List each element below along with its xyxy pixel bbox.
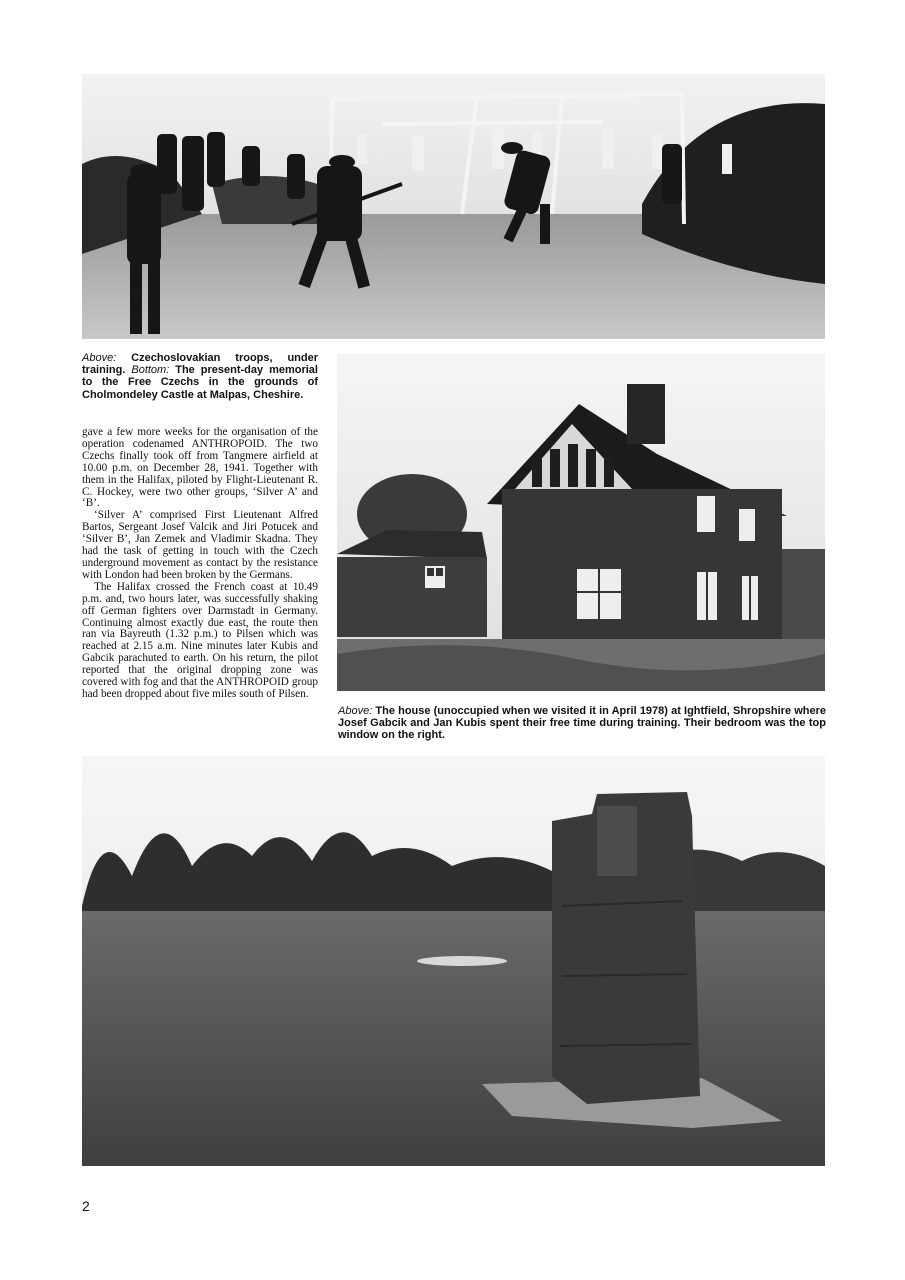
photo-ightfield-house [337, 354, 825, 691]
photo-cholmondeley-memorial [82, 756, 825, 1166]
caption-above-label: Above: [82, 352, 117, 364]
body-paragraph: ‘Silver A’ comprised First Lieutenant Alfred Bartos, Sergeant Josef Valcik and Jiri Potucek and ‘Silver B’, Jan Zemek and Vladimir Skadna. They had the task of getting in touch with the Czech underground movement as contact by the resistance with London had been broken by the Germans. [82, 509, 318, 581]
caption-house-text: The house (unoccupied when we visited it in April 1978) at Ightfield, Shropshire where Josef Gabcik and Jan Kubis spent their free time during training. Their bedroom was the top window on the right. [338, 705, 826, 742]
page-number: 2 [82, 1198, 90, 1214]
photo-troops-training [82, 74, 825, 339]
caption-bottom-label: Bottom: [131, 364, 170, 377]
caption-bottom-text: The present-day memorial to the Free Czechs in the grounds of Cholmondeley Castle at Malpas, Cheshire. [82, 364, 318, 401]
caption-house-label: Above: [338, 705, 373, 717]
caption-house [338, 705, 826, 742]
body-paragraph: The Halifax crossed the French coast at 10.49 p.m. and, two hours later, was successfully shaking off German fighters over Darmstadt in Germany. Continuing almost exactly due east, the route then ran via Bayreuth (1.32 p.m.) to Pilsen which was reached at 2.15 a.m. Nine minutes later Kubis and Gabcik parachuted to earth. On his return, the pilot reported that the original dropping zone was covered with fog and that the ANTHROPOID group had been dropped about five miles south of Pilsen. [82, 580, 318, 700]
caption-above-text: Czechoslovakian troops, under training. [82, 352, 318, 377]
article-body [82, 427, 318, 701]
body-paragraph: gave a few more weeks for the organisation of the operation codenamed ANTHROPOID. The two Czechs finally took off from Tangmere airfield at 10.00 p.m. on December 28, 1941. Together with them in the Halifax, piloted by Flight-Lieutenant R. C. Hockey, were two other groups, ‘Silver A’ and ‘B’. [82, 426, 318, 510]
caption-training-memorial [82, 352, 318, 401]
